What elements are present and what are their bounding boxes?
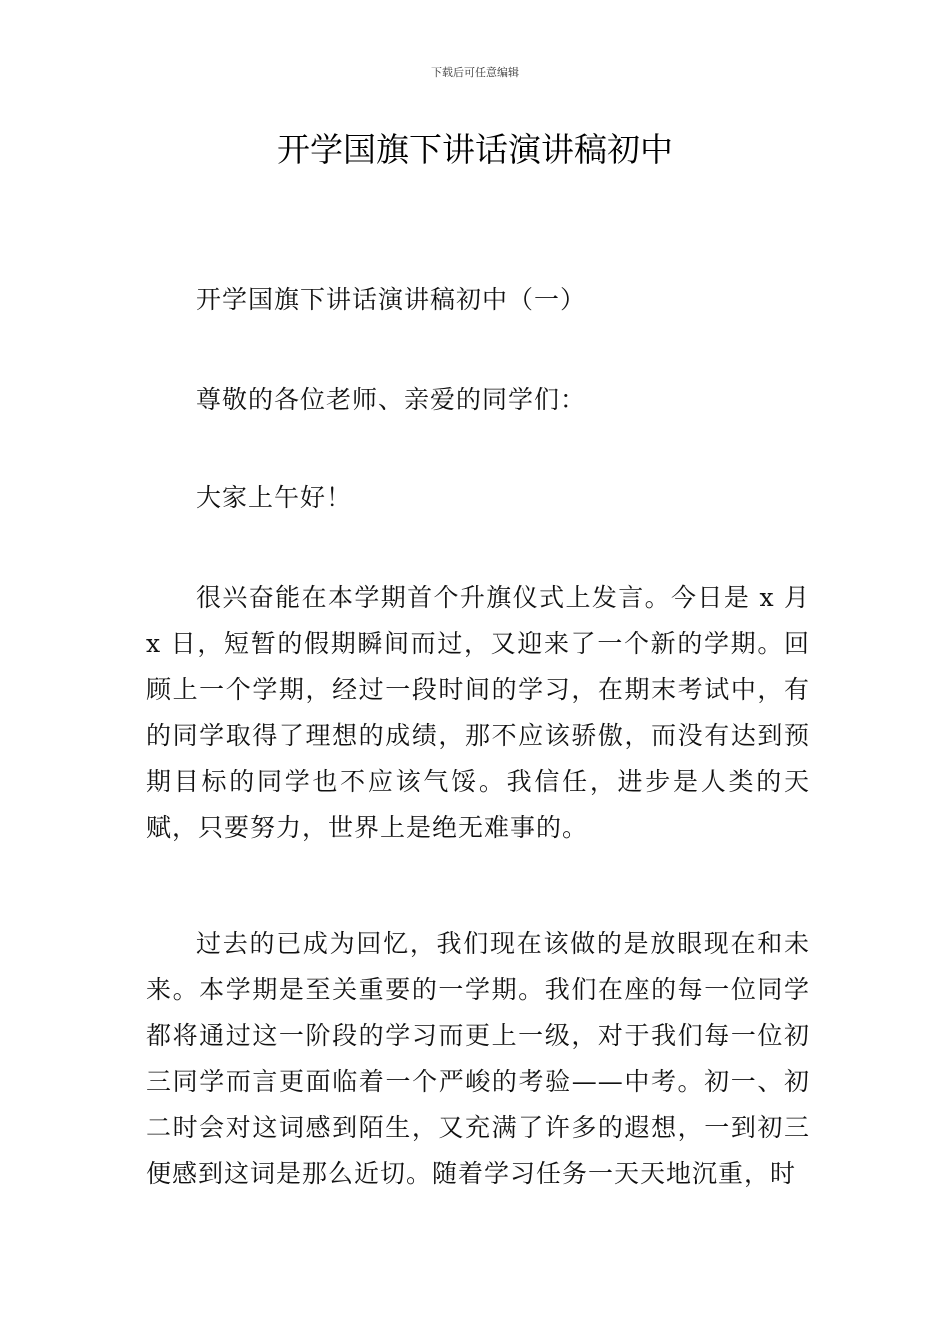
salutation: 尊敬的各位老师、亲爱的同学们：: [196, 385, 587, 414]
header-note: 下载后可任意编辑: [431, 66, 519, 79]
document-title: 开学国旗下讲话演讲稿初中: [277, 130, 673, 169]
greeting: 大家上午好！: [196, 483, 353, 512]
body-paragraph: 很兴奋能在本学期首个升旗仪式上发言。今日是 x 月 x 日，短暂的假期瞬间而过，又迎来了一个新的学期。回顾上一个学期，经过一段时间的学习，在期末考试中，有的同学取得了理想的成绩，那不应该骄傲，而没有达到预期目标的同学也不应该气馁。我信任，进步是人类的天赋，只要努力，世界上是绝无难事的。: [146, 583, 810, 842]
section-subtitle: 开学国旗下讲话演讲稿初中（一）: [196, 285, 587, 314]
body-paragraph: 过去的已成为回忆，我们现在该做的是放眼现在和未来。本学期是至关重要的一学期。我们在座的每一位同学都将通过这一阶段的学习而更上一级，对于我们每一位初三同学而言更面临着一个严峻的考验——中考。初一、初二时会对这词感到陌生，又充满了许多的遐想，一到初三便感到这词是那么近切。随着学习任务一天天地沉重，时: [146, 929, 810, 1188]
